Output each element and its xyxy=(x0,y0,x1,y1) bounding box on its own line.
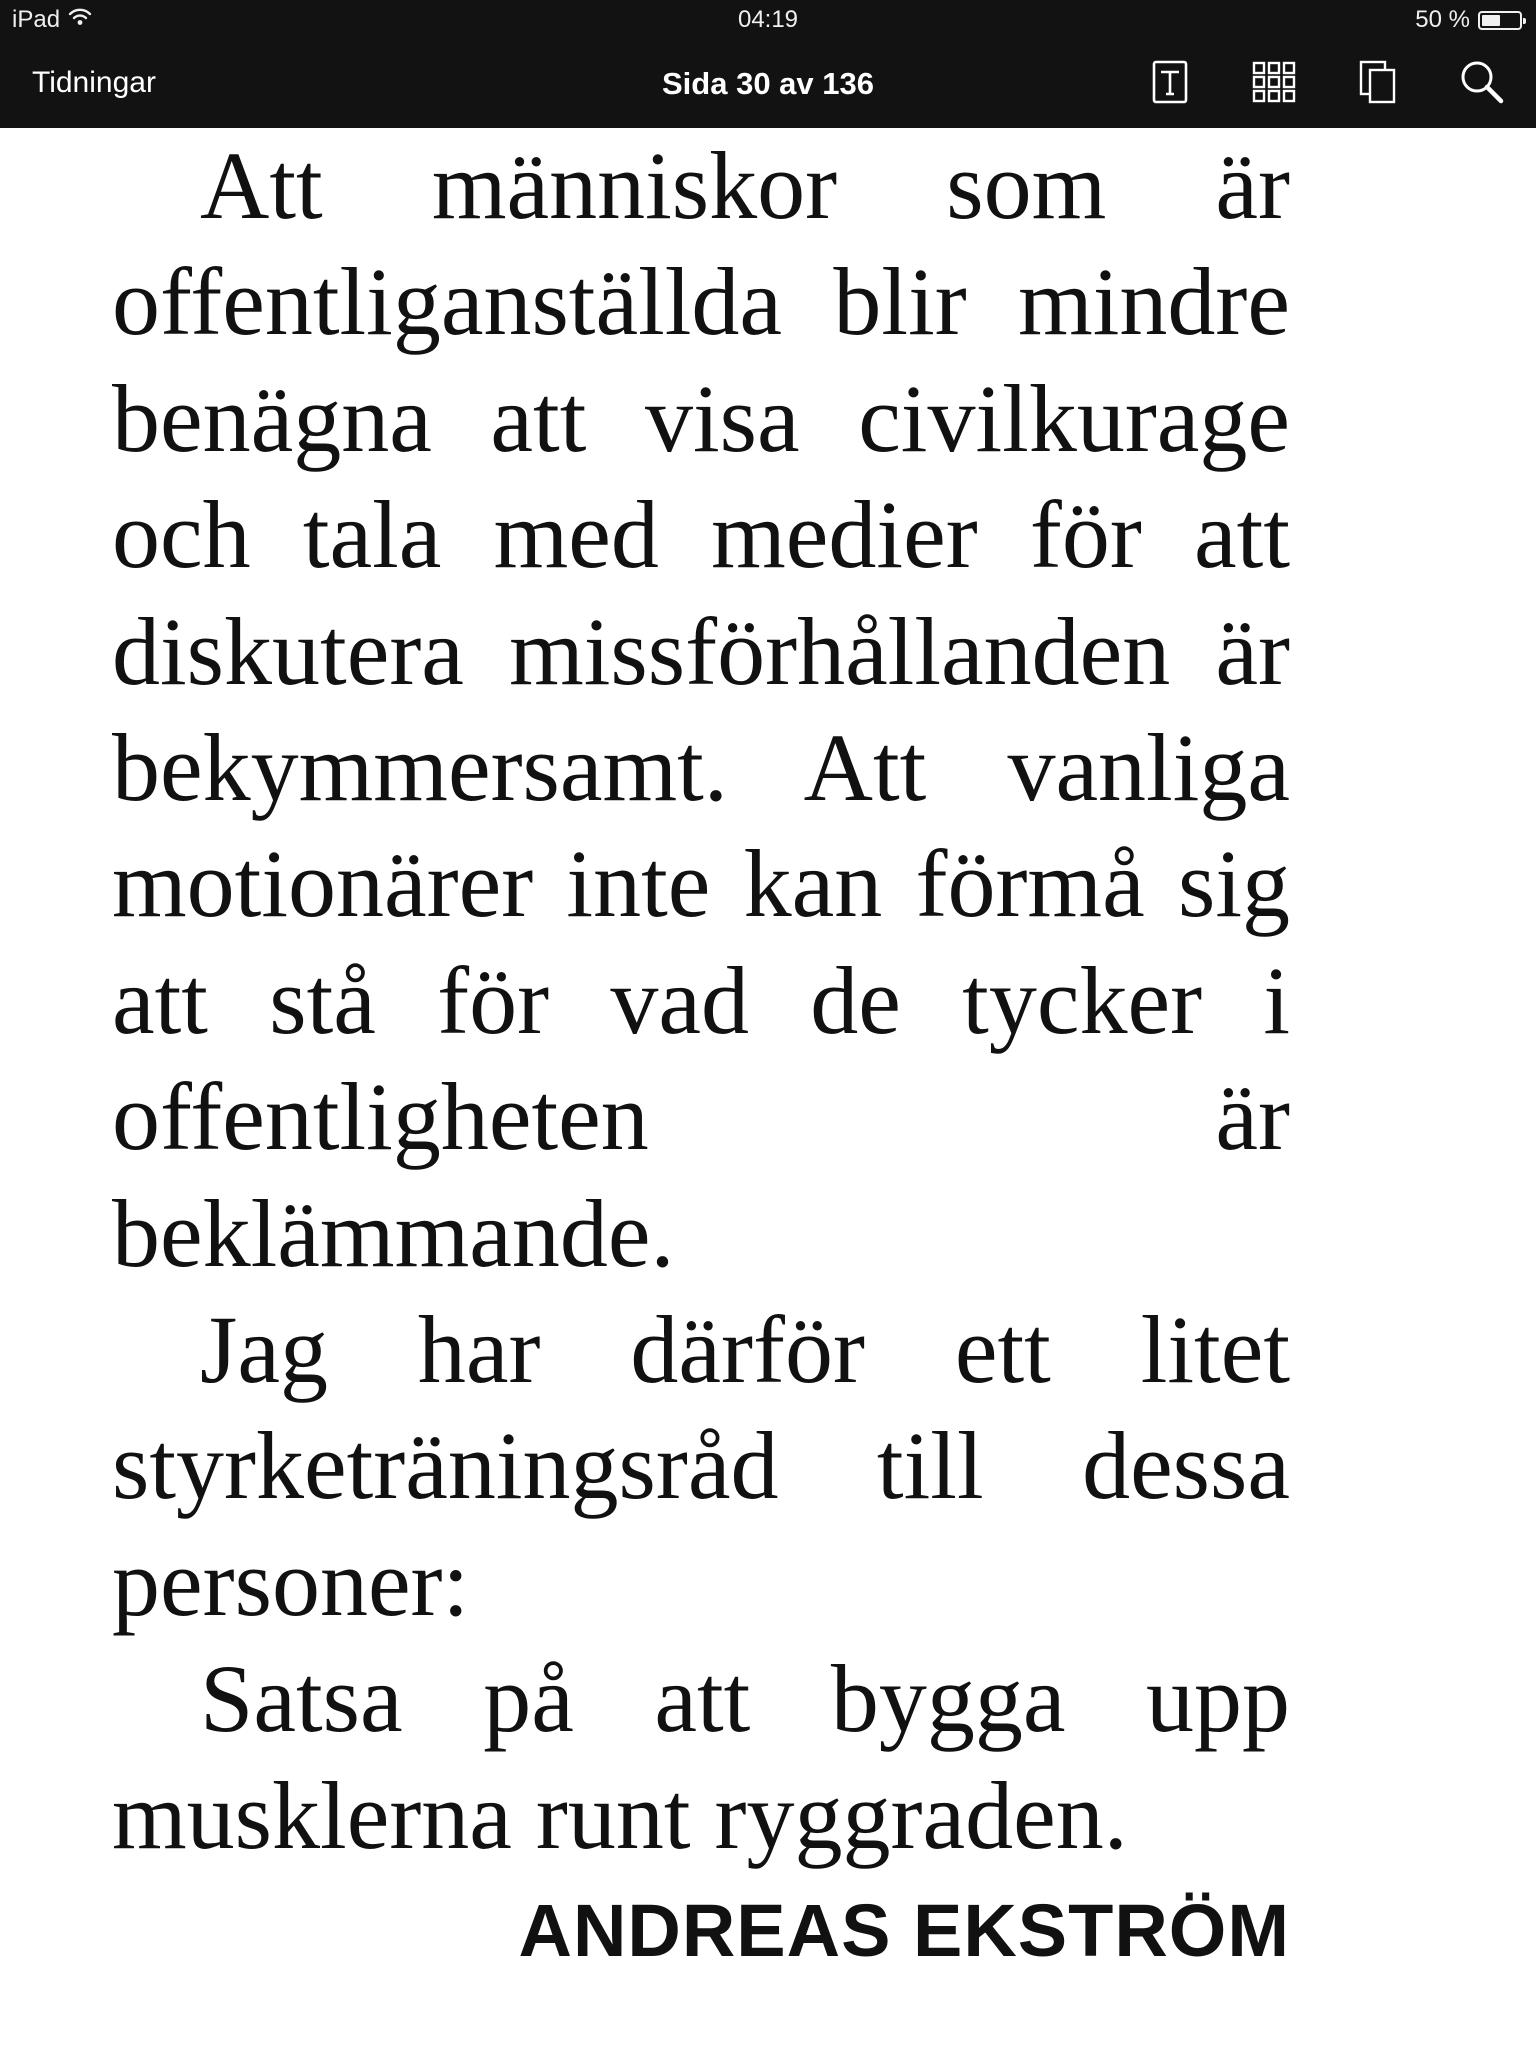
back-button[interactable]: Tidningar xyxy=(32,66,156,99)
status-right xyxy=(1415,6,1522,34)
article-page xyxy=(112,128,1290,1874)
device-name: iPad xyxy=(12,6,61,33)
nav-bar xyxy=(0,40,1536,128)
text-mode-button[interactable] xyxy=(1142,56,1198,112)
article-paragraph-1: Att människor som är offentliganställda blir mindre benägna att visa civilkurage och tala med medier för att diskutera missförhållanden är bekymmersamt. Att vanliga motionärer inte kan förmå sig att stå för vad de tycker i offentligheten är beklämmande. xyxy=(112,132,1290,1287)
top-bar xyxy=(0,0,1536,128)
page-title: Sida 30 av 136 xyxy=(662,66,874,101)
pages-button[interactable] xyxy=(1350,56,1406,112)
battery-fill xyxy=(1482,15,1500,26)
search-icon xyxy=(1459,59,1505,110)
pages-icon xyxy=(1358,59,1398,110)
battery-nub xyxy=(1523,18,1526,24)
search-button[interactable] xyxy=(1454,56,1510,112)
status-bar xyxy=(0,0,1536,40)
status-time: 04:19 xyxy=(737,6,799,33)
article-paragraph-2: Jag har därför ett litet styrketräningsråd till dessa personer: xyxy=(112,1296,1290,1636)
text-mode-icon xyxy=(1152,60,1188,109)
grid-icon xyxy=(1251,60,1297,109)
battery-icon xyxy=(1478,11,1522,30)
author-byline: ANDREAS EKSTRÖM xyxy=(518,1889,1290,1972)
grid-view-button[interactable] xyxy=(1246,56,1302,112)
battery-percent: 50 % xyxy=(1415,6,1470,33)
article-paragraph-3: Satsa på att bygga upp musklerna runt ryggraden. xyxy=(112,1645,1290,1869)
